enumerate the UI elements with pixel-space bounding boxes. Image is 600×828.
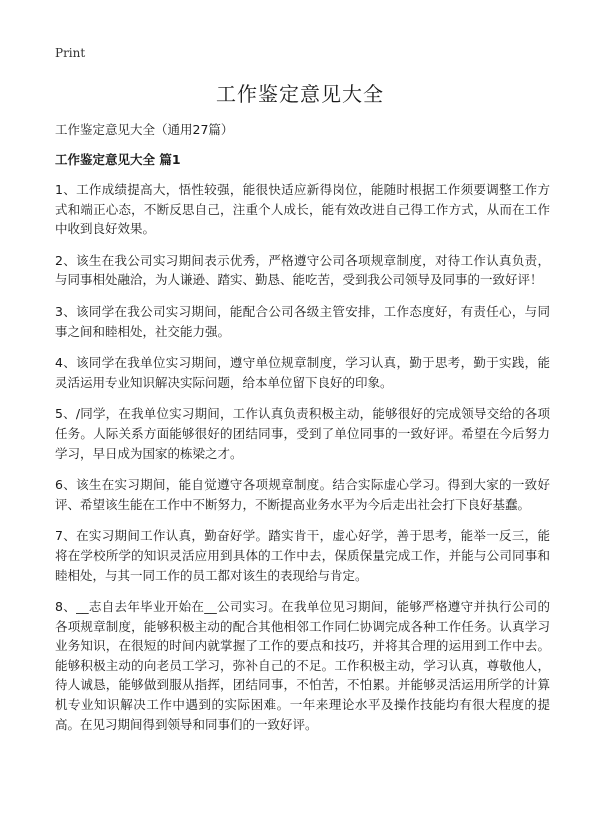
- paragraph-5: 5、/同学，在我单位实习期间，工作认真负责积极主动，能够很好的完成领导交给的各项任务。人际关系方面能够很好的团结同事，受到了单位同事的一致好评。希望在今后努力学习，早日成为国家的栋梁之才。: [55, 406, 550, 461]
- paragraph-4: 4、该同学在我单位实习期间，遵守单位规章制度，学习认真，勤于思考，勤于实践，能灵活运用专业知识解决实际问题，给本单位留下良好的印象。: [55, 355, 550, 390]
- paragraph-6: 6、该生在实习期间，能自觉遵守各项规章制度。结合实际虚心学习。得到大家的一致好评、希望该生能在工作中不断努力，不断提高业务水平为今后走出社会打下良好基蠢。: [55, 477, 550, 512]
- document-body: [55, 120, 550, 746]
- paragraph-1: 1、工作成绩提高大，悟性较强，能很快适应新得岗位，能随时根据工作须要调整工作方式和端正心态，不断反思自己，注重个人成长，能有效改进自己得工作方式，从而在工作中收到良好效果。: [55, 182, 550, 237]
- paragraph-8: 8、__志自去年毕业开始在__公司实习。在我单位见习期间，能够严格遵守并执行公司的各项规章制度，能够积极主动的配合其他相邻工作同仁协调完成各种工作任务。认真学习业务知识，在很短的时间内就掌握了工作的要点和技巧，并将其合理的运用到工作中去。能够积极主动的向老员工学习，弥补自己的不足。工作积极主动，学习认真，尊敬他人，待人诚恳，能够做到服从指挥，团结同事，不怕苦，不怕累。并能够灵活运用所学的计算机专业知识解决工作中遇到的实际困难。一年来理论水平及操作技能均有很大程度的提高。在见习期间得到领导和同事们的一致好评。: [55, 599, 550, 732]
- paragraph-7: 7、在实习期间工作认真，勤奋好学。踏实肯干，虚心好学，善于思考，能举一反三，能将在学校所学的知识灵活应用到具体的工作中去，保质保量完成工作，并能与公司同事和睦相处，与其一同工作的员工都对该生的表现给与肯定。: [55, 528, 550, 583]
- document-subtitle: 工作鉴定意见大全（通用27篇）: [55, 122, 234, 137]
- page-title: 工作鉴定意见大全: [216, 82, 384, 106]
- print-label: Print: [55, 46, 86, 60]
- paragraph-3: 3、该同学在我公司实习期间，能配合公司各级主管安排，工作态度好，有责任心，与同事之间和睦相处，社交能力强。: [55, 303, 550, 339]
- paragraph-2: 2、该生在我公司实习期间表示优秀，严格遵守公司各项规章制度，对待工作认真负责，与同事相处融洽，为人谦逊、踏实、勤恳、能吃苦，受到我公司领导及同事的一致好评！: [55, 252, 550, 288]
- section-heading: 工作鉴定意见大全 篇1: [55, 152, 181, 167]
